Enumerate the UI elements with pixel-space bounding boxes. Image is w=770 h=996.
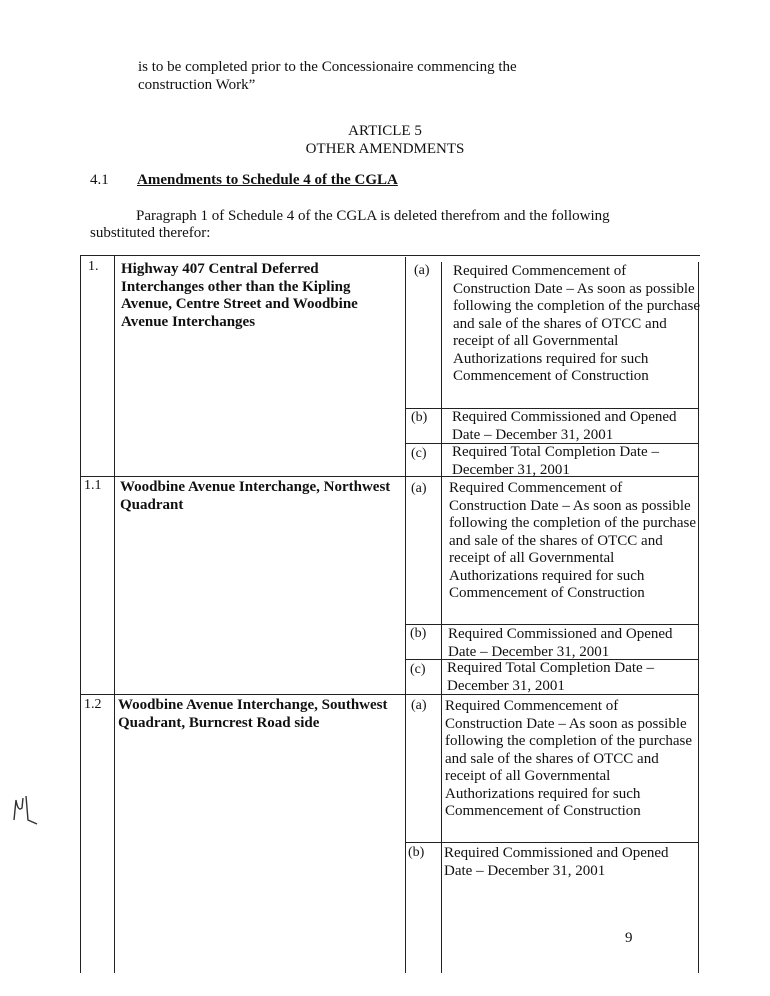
intro-text bbox=[138, 58, 598, 94]
row-1-b-letter: (b) bbox=[411, 410, 428, 425]
row-1-a-letter: (a) bbox=[414, 263, 430, 278]
row-1-title: Highway 407 Central Deferred Interchanges other than the Kipling Avenue, Centre Street and Woodbine Avenue Interchanges bbox=[121, 261, 358, 330]
row-1-c-letter: (c) bbox=[411, 446, 427, 461]
row-1-a-text: Required Commencement of Construction Date – As soon as possible following the completion of the purchase and sale of the shares of OTCC and receipt of all Governmental Authorizations required for such Commencement of Construction bbox=[453, 263, 701, 384]
intro-line-1: is to be completed prior to the Concessionaire commencing the bbox=[138, 59, 517, 75]
row-1-b-text: Required Commissioned and Opened Date – December 31, 2001 bbox=[452, 409, 677, 443]
article-heading bbox=[0, 122, 770, 158]
article-title: OTHER AMENDMENTS bbox=[305, 141, 465, 157]
body-paragraph: Paragraph 1 of Schedule 4 of the CGLA is deleted therefrom and the following substituted therefor: bbox=[90, 208, 610, 241]
table-divider-letter bbox=[441, 262, 442, 973]
row-2-b-text: Required Commissioned and Opened Date – December 31, 2001 bbox=[448, 626, 673, 660]
row-2-a-letter: (a) bbox=[411, 481, 427, 496]
initials-mark bbox=[10, 790, 40, 830]
row-3-number: 1.2 bbox=[84, 697, 102, 712]
table-border-left bbox=[80, 255, 81, 973]
row-3-b-letter: (b) bbox=[408, 845, 425, 860]
section-number: 4.1 bbox=[90, 172, 109, 188]
section-heading bbox=[90, 172, 398, 189]
row-1-number: 1. bbox=[88, 259, 99, 274]
page-number: 9 bbox=[625, 930, 633, 946]
row-3-line-b bbox=[405, 842, 698, 843]
row-3-a-letter: (a) bbox=[411, 698, 427, 713]
table-border-top bbox=[80, 255, 700, 256]
row-2-a-text: Required Commencement of Construction Date – As soon as possible following the completion of the purchase and sale of the shares of OTCC and receipt of all Governmental Authorizations required for such Commencement of Construction bbox=[449, 480, 697, 601]
row-2-c-text: Required Total Completion Date – December 31, 2001 bbox=[447, 660, 654, 694]
handwritten-initials bbox=[10, 790, 40, 837]
row-2-number: 1.1 bbox=[84, 478, 102, 493]
row-3-b-text: Required Commissioned and Opened Date – December 31, 2001 bbox=[444, 845, 669, 879]
article-number: ARTICLE 5 bbox=[348, 123, 422, 139]
table-divider-num bbox=[114, 255, 115, 973]
row-3-a-text: Required Commencement of Construction Date – As soon as possible following the completion of the purchase and sale of the shares of OTCC and receipt of all Governmental Authorizations required for such Commencement of Construction bbox=[445, 698, 693, 819]
section-title: Amendments to Schedule 4 of the CGLA bbox=[137, 172, 398, 188]
row-2-line-b bbox=[405, 624, 698, 625]
row-2-c-letter: (c) bbox=[410, 662, 426, 677]
row-2-b-letter: (b) bbox=[410, 626, 427, 641]
row-2-title: Woodbine Avenue Interchange, Northwest Quadrant bbox=[120, 479, 391, 513]
intro-line-2: construction Work” bbox=[138, 77, 256, 93]
row-1-c-text: Required Total Completion Date – December 31, 2001 bbox=[452, 444, 659, 478]
table-divider-title bbox=[405, 257, 406, 973]
row-3-title: Woodbine Avenue Interchange, Southwest Quadrant, Burncrest Road side bbox=[118, 697, 388, 731]
